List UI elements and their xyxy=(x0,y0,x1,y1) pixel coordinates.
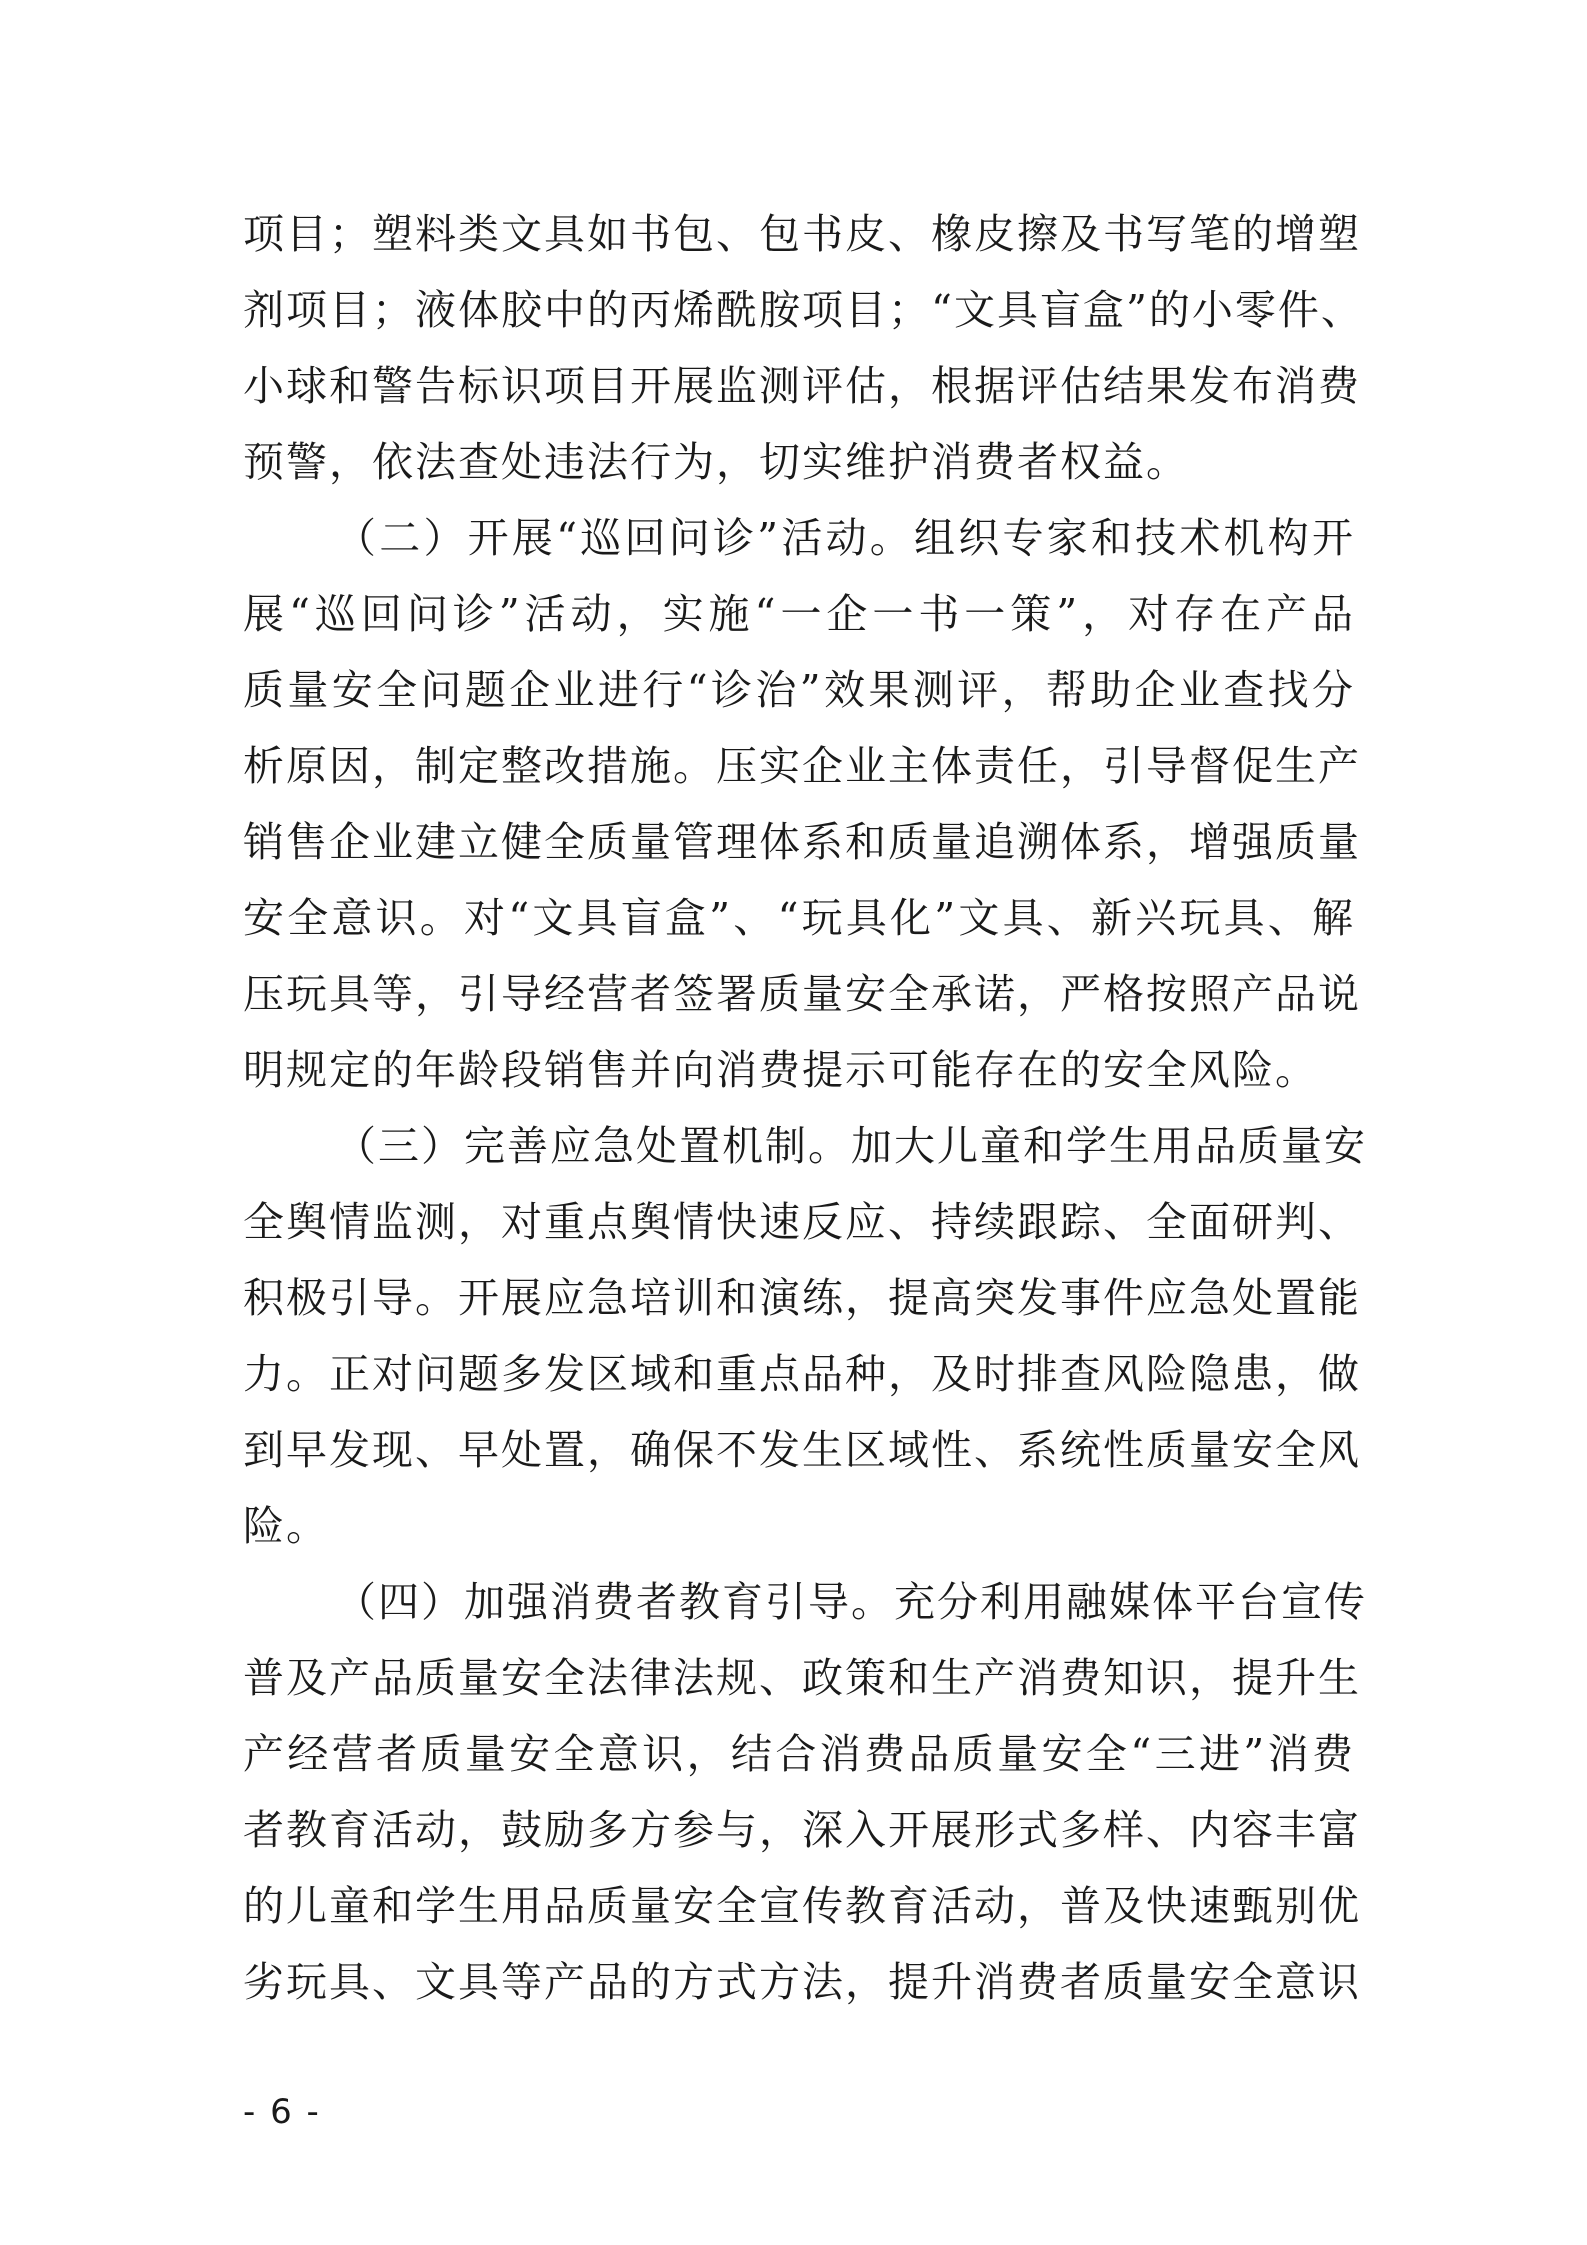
text-line: 项目；塑料类文具如书包、包书皮、橡皮擦及书写笔的增塑 xyxy=(243,210,1361,258)
text-line: 明规定的年龄段销售并向消费提示可能存在的安全风险。 xyxy=(243,1046,1318,1094)
paragraph-heading-3: （三）完善应急处置机制。加大儿童和学生用品质量安 xyxy=(335,1122,1367,1170)
text-line: 预警，依法查处违法行为，切实维护消费者权益。 xyxy=(243,438,1189,486)
text-line: 到早发现、早处置，确保不发生区域性、系统性质量安全风 xyxy=(243,1426,1361,1474)
text-line: 剂项目；液体胶中的丙烯酰胺项目；“文具盲盒”的小零件、 xyxy=(243,286,1364,334)
text-line: 劣玩具、文具等产品的方式方法，提升消费者质量安全意识 xyxy=(243,1958,1361,2006)
text-line: 安全意识。对“文具盲盒”、“玩具化”文具、新兴玩具、解 xyxy=(243,894,1355,942)
text-line: 险。 xyxy=(243,1502,329,1550)
text-line: 的儿童和学生用品质量安全宣传教育活动，普及快速甄别优 xyxy=(243,1882,1361,1930)
text-line: 销售企业建立健全质量管理体系和质量追溯体系，增强质量 xyxy=(243,818,1361,866)
text-line: 析原因，制定整改措施。压实企业主体责任，引导督促生产 xyxy=(243,742,1361,790)
paragraph-heading-4: （四）加强消费者教育引导。充分利用融媒体平台宣传 xyxy=(335,1578,1367,1626)
text-line: 小球和警告标识项目开展监测评估，根据评估结果发布消费 xyxy=(243,362,1361,410)
text-line: 全舆情监测，对重点舆情快速反应、持续跟踪、全面研判、 xyxy=(243,1198,1361,1246)
page-number: - 6 - xyxy=(243,2092,321,2132)
text-line: 者教育活动，鼓励多方参与，深入开展形式多样、内容丰富 xyxy=(243,1806,1361,1854)
text-line: 普及产品质量安全法律法规、政策和生产消费知识，提升生 xyxy=(243,1654,1361,1702)
text-line: 展“巡回问诊”活动，实施“一企一书一策”，对存在产品 xyxy=(243,590,1355,638)
text-line: 力。正对问题多发区域和重点品种，及时排查风险隐患，做 xyxy=(243,1350,1361,1398)
paragraph-heading-2: （二）开展“巡回问诊”活动。组织专家和技术机构开 xyxy=(335,514,1355,562)
text-line: 产经营者质量安全意识，结合消费品质量安全“三进”消费 xyxy=(243,1730,1355,1778)
text-line: 积极引导。开展应急培训和演练，提高突发事件应急处置能 xyxy=(243,1274,1361,1322)
text-line: 压玩具等，引导经营者签署质量安全承诺，严格按照产品说 xyxy=(243,970,1361,1018)
text-line: 质量安全问题企业进行“诊治”效果测评，帮助企业查找分 xyxy=(243,666,1355,714)
